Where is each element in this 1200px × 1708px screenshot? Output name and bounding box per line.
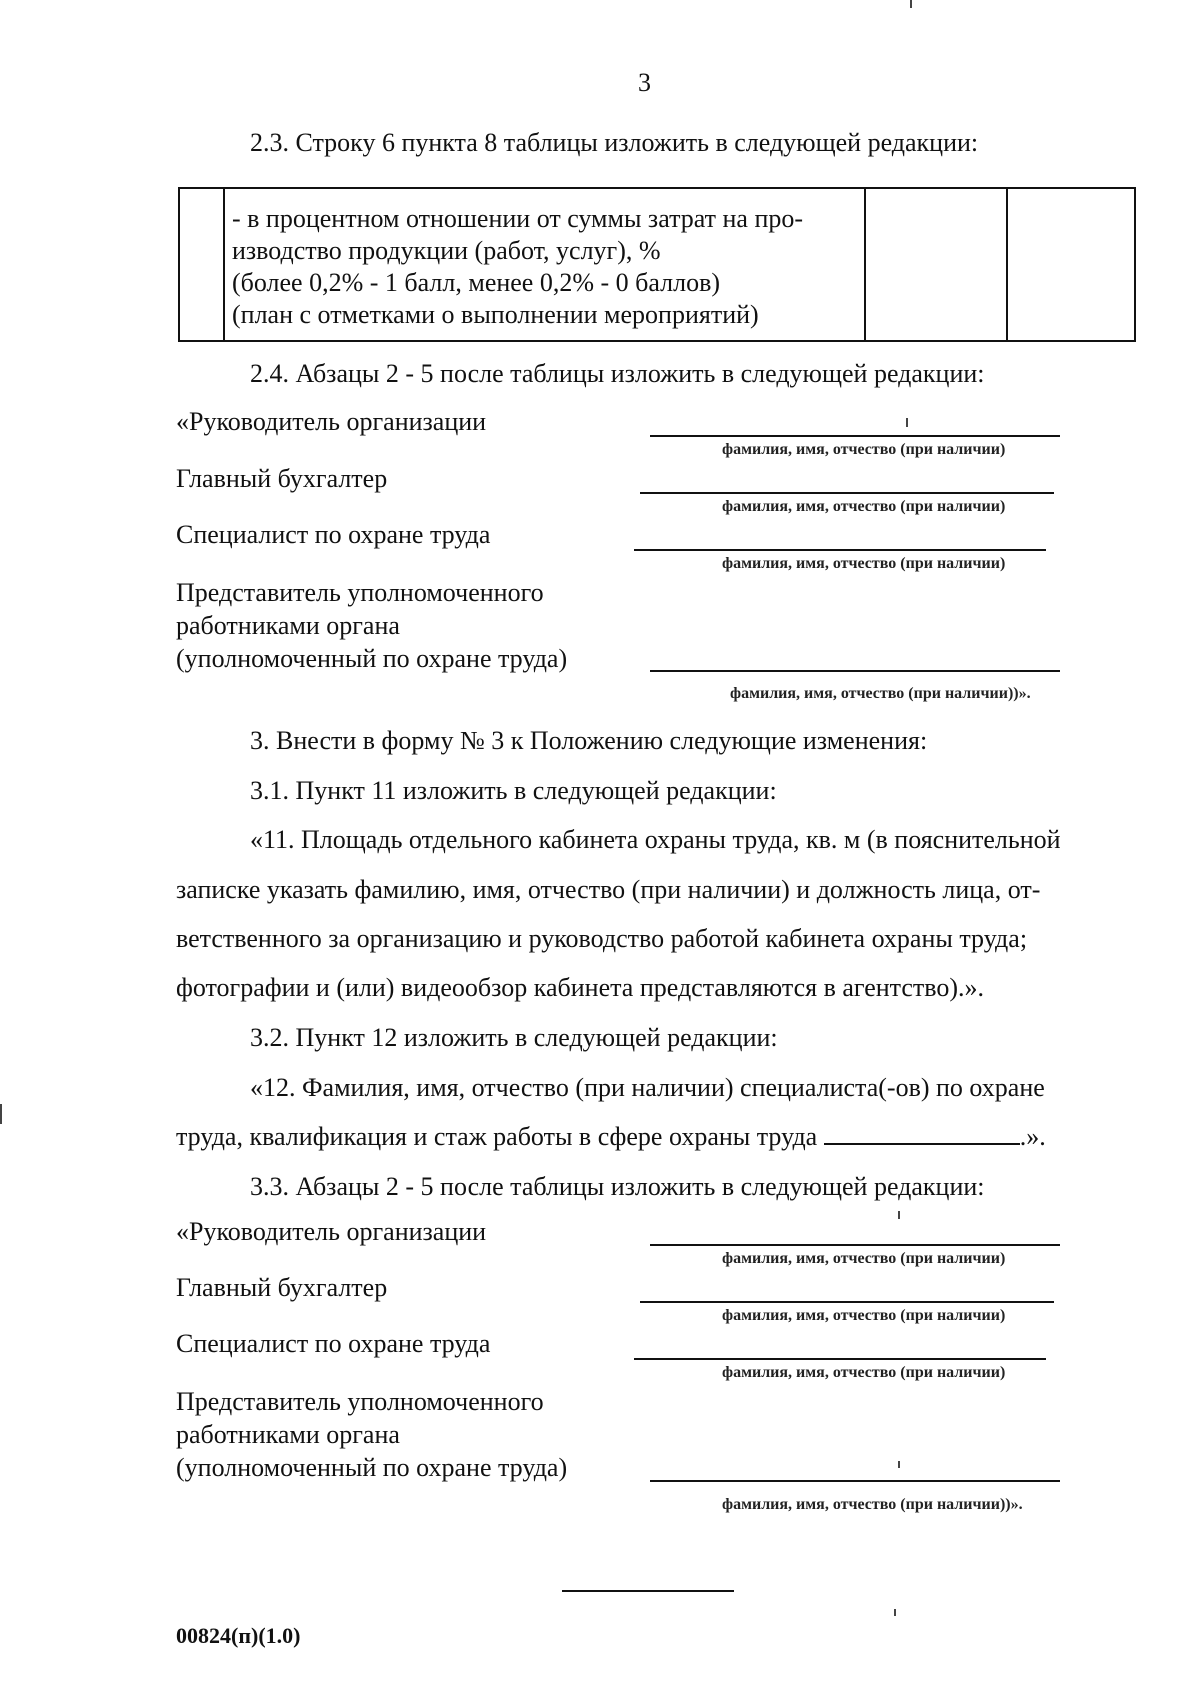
sig2-safety-label: Специалист по охране труда	[176, 1329, 491, 1358]
sig1-rep-caption: фамилия, имя, отчество (при наличии))».	[730, 685, 1031, 702]
sig1-rep-label-1: Представитель уполномоченного	[176, 578, 544, 607]
sig2-head-label: «Руководитель организации	[176, 1217, 487, 1246]
p12-blank-field[interactable]	[824, 1125, 1020, 1145]
sig1-safety-caption: фамилия, имя, отчество (при наличии)	[722, 555, 1006, 572]
footer-document-code: 00824(п)(1.0)	[176, 1623, 301, 1648]
section-3-3-heading: 3.3. Абзацы 2 - 5 после таблицы изложить в следующей редакции:	[250, 1172, 985, 1201]
sig1-rep-line	[650, 670, 1060, 672]
p11-line-3: ветственного за организацию и руководство работой кабинета охраны труда;	[176, 924, 1028, 953]
sig2-head-line	[650, 1244, 1060, 1246]
sig2-accountant-label: Главный бухгалтер	[176, 1273, 388, 1302]
section-3-2-heading: 3.2. Пункт 12 изложить в следующей редакции:	[250, 1023, 778, 1052]
p11-line-2: записке указать фамилию, имя, отчество (при наличии) и должность лица, от-	[176, 875, 1041, 904]
sig2-rep-label-1: Представитель уполномоченного	[176, 1387, 544, 1416]
section-3-heading: 3. Внести в форму № 3 к Положению следующие изменения:	[250, 726, 928, 755]
sig2-accountant-caption: фамилия, имя, отчество (при наличии)	[722, 1307, 1006, 1324]
scan-mark	[0, 1104, 2, 1124]
sig2-accountant-line	[640, 1301, 1054, 1303]
sig1-safety-label: Специалист по охране труда	[176, 520, 491, 549]
p12-end: .».	[1019, 1122, 1046, 1151]
section-3-1-heading: 3.1. Пункт 11 изложить в следующей редакции:	[250, 776, 777, 805]
sig2-safety-line	[634, 1358, 1046, 1360]
table-cell-text	[232, 203, 803, 331]
section-2-4-heading: 2.4. Абзацы 2 - 5 после таблицы изложить в следующей редакции:	[250, 359, 985, 388]
sig2-rep-label-2: работниками органа	[176, 1420, 400, 1449]
sig1-head-caption: фамилия, имя, отчество (при наличии)	[722, 441, 1006, 458]
sig1-rep-label-2: работниками органа	[176, 611, 400, 640]
section-2-3-heading: 2.3. Строку 6 пункта 8 таблицы изложить в следующей редакции:	[250, 128, 979, 157]
sig2-rep-caption: фамилия, имя, отчество (при наличии))».	[722, 1496, 1023, 1513]
sig2-rep-label-3: (уполномоченный по охране труда)	[176, 1453, 568, 1482]
scan-mark	[894, 1609, 896, 1616]
table-line: (более 0,2% - 1 балл, менее 0,2% - 0 баллов)	[232, 268, 721, 297]
table-line: изводство продукции (работ, услуг), %	[232, 236, 661, 265]
p12-line-1: «12. Фамилия, имя, отчество (при наличии) специалиста(-ов) по охране	[250, 1073, 1045, 1102]
replacement-table	[178, 187, 1136, 342]
sig1-accountant-line	[640, 492, 1054, 494]
sig2-safety-caption: фамилия, имя, отчество (при наличии)	[722, 1364, 1006, 1381]
sig1-accountant-label: Главный бухгалтер	[176, 464, 388, 493]
page-number: 3	[638, 68, 651, 97]
scan-mark	[910, 0, 912, 8]
scan-mark	[898, 1211, 900, 1219]
table-col-divider	[864, 189, 866, 340]
sig1-head-line	[650, 435, 1060, 437]
p12-text: труда, квалификация и стаж работы в сфере охраны труда	[176, 1122, 818, 1151]
scan-mark	[906, 418, 908, 427]
p11-line-4: фотографии и (или) видеообзор кабинета представляются в агентство).».	[176, 973, 984, 1002]
sig1-safety-line	[634, 549, 1046, 551]
sig1-head-label: «Руководитель организации	[176, 407, 487, 436]
p12-line-2	[176, 1122, 1046, 1152]
table-col-divider	[1006, 189, 1008, 340]
p11-line-1: «11. Площадь отдельного кабинета охраны труда, кв. м (в пояснительной	[250, 825, 1061, 854]
end-separator	[562, 1590, 734, 1592]
sig2-head-caption: фамилия, имя, отчество (при наличии)	[722, 1250, 1006, 1267]
table-col-divider	[223, 189, 225, 340]
sig1-accountant-caption: фамилия, имя, отчество (при наличии)	[722, 498, 1006, 515]
sig2-rep-line	[650, 1480, 1060, 1482]
sig1-rep-label-3: (уполномоченный по охране труда)	[176, 644, 568, 673]
table-line: (план с отметками о выполнении мероприятий)	[232, 300, 759, 329]
scan-mark	[898, 1461, 900, 1468]
table-line: - в процентном отношении от суммы затрат на про-	[232, 204, 804, 233]
